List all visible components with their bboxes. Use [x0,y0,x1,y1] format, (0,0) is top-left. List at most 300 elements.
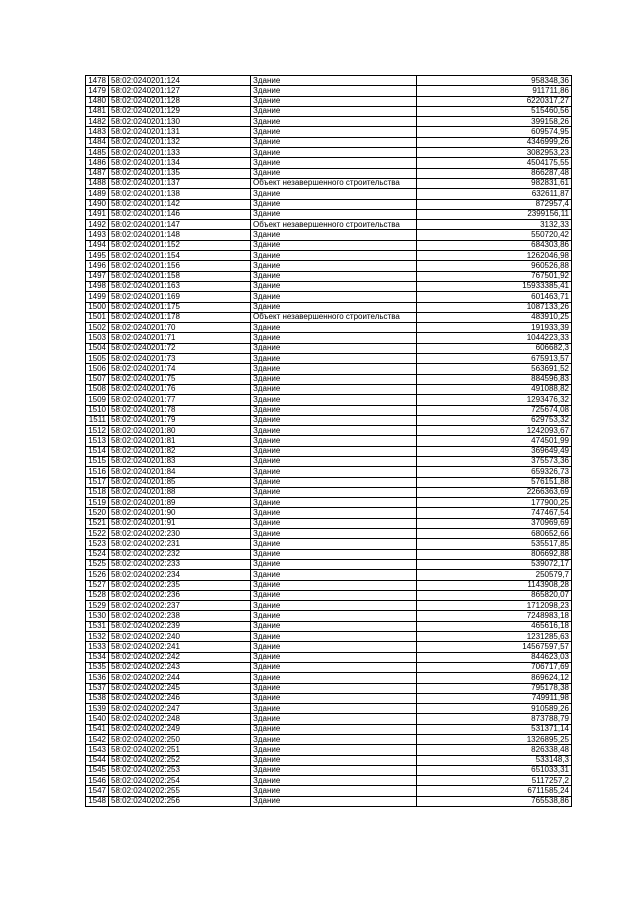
row-number-cell: 1486 [86,158,109,168]
object-type-cell: Здание [251,405,417,415]
table-row [86,199,572,209]
cadastral-value-cell: 399158,26 [417,117,572,127]
cadastral-value-cell: 4346999,26 [417,137,572,147]
cadastral-value-cell: 659326,73 [417,467,572,477]
row-number-cell: 1526 [86,570,109,580]
cadastral-number-cell: 58:02:0240201:132 [109,137,251,147]
table-row [86,621,572,631]
object-type-cell: Здание [251,374,417,384]
row-number-cell: 1494 [86,240,109,250]
cadastral-number-cell: 58:02:0240201:79 [109,415,251,425]
cadastral-value-cell: 369649,49 [417,446,572,456]
row-number-cell: 1479 [86,86,109,96]
row-number-cell: 1509 [86,395,109,405]
cadastral-value-cell: 465616,18 [417,621,572,631]
object-type-cell: Здание [251,724,417,734]
cadastral-value-cell: 606682,3 [417,343,572,353]
cadastral-number-cell: 58:02:0240201:178 [109,312,251,322]
cadastral-value-cell: 483910,25 [417,312,572,322]
cadastral-number-cell: 58:02:0240201:135 [109,168,251,178]
cadastral-value-cell: 1044223,33 [417,333,572,343]
row-number-cell: 1538 [86,693,109,703]
row-number-cell: 1537 [86,683,109,693]
object-type-cell: Здание [251,796,417,806]
table-row [86,632,572,642]
row-number-cell: 1543 [86,745,109,755]
table-row [86,415,572,425]
object-type-cell: Здание [251,436,417,446]
object-type-cell: Здание [251,477,417,487]
cadastral-value-table [85,75,572,807]
cadastral-number-cell: 58:02:0240202:243 [109,662,251,672]
table-row [86,96,572,106]
cadastral-number-cell: 58:02:0240201:89 [109,498,251,508]
object-type-cell: Здание [251,343,417,353]
row-number-cell: 1539 [86,704,109,714]
table-row [86,796,572,806]
table-row [86,487,572,497]
cadastral-number-cell: 58:02:0240201:156 [109,261,251,271]
row-number-cell: 1517 [86,477,109,487]
row-number-cell: 1519 [86,498,109,508]
cadastral-value-cell: 910589,26 [417,704,572,714]
cadastral-number-cell: 58:02:0240201:147 [109,220,251,230]
cadastral-value-cell: 535517,85 [417,539,572,549]
table-row [86,498,572,508]
cadastral-number-cell: 58:02:0240202:247 [109,704,251,714]
cadastral-number-cell: 58:02:0240201:154 [109,251,251,261]
row-number-cell: 1525 [86,559,109,569]
cadastral-number-cell: 58:02:0240202:244 [109,673,251,683]
cadastral-value-cell: 370969,69 [417,518,572,528]
table-row [86,477,572,487]
cadastral-number-cell: 58:02:0240201:131 [109,127,251,137]
object-type-cell: Здание [251,487,417,497]
table-row [86,456,572,466]
cadastral-number-cell: 58:02:0240202:252 [109,755,251,765]
table-row [86,240,572,250]
cadastral-value-cell: 884596,83 [417,374,572,384]
table-row [86,467,572,477]
cadastral-value-cell: 6711585,24 [417,786,572,796]
object-type-cell: Здание [251,395,417,405]
table-row [86,384,572,394]
table-row [86,745,572,755]
cadastral-number-cell: 58:02:0240201:88 [109,487,251,497]
cadastral-number-cell: 58:02:0240202:246 [109,693,251,703]
cadastral-number-cell: 58:02:0240202:251 [109,745,251,755]
cadastral-number-cell: 58:02:0240202:242 [109,652,251,662]
table-row [86,601,572,611]
cadastral-number-cell: 58:02:0240201:76 [109,384,251,394]
cadastral-value-cell: 2266363,69 [417,487,572,497]
object-type-cell: Здание [251,117,417,127]
table-row [86,137,572,147]
row-number-cell: 1511 [86,415,109,425]
cadastral-value-cell: 7248983,18 [417,611,572,621]
row-number-cell: 1502 [86,323,109,333]
cadastral-number-cell: 58:02:0240202:250 [109,735,251,745]
cadastral-number-cell: 58:02:0240202:238 [109,611,251,621]
cadastral-value-cell: 632611,87 [417,189,572,199]
cadastral-value-cell: 680652,66 [417,529,572,539]
object-type-cell: Здание [251,467,417,477]
table-row [86,662,572,672]
table-row [86,518,572,528]
cadastral-number-cell: 58:02:0240201:90 [109,508,251,518]
cadastral-value-cell: 531371,14 [417,724,572,734]
object-type-cell: Здание [251,508,417,518]
row-number-cell: 1514 [86,446,109,456]
table-row [86,673,572,683]
object-type-cell: Здание [251,549,417,559]
table-row [86,642,572,652]
table-row [86,735,572,745]
row-number-cell: 1507 [86,374,109,384]
row-number-cell: 1527 [86,580,109,590]
cadastral-number-cell: 58:02:0240201:83 [109,456,251,466]
cadastral-number-cell: 58:02:0240202:240 [109,632,251,642]
row-number-cell: 1541 [86,724,109,734]
cadastral-number-cell: 58:02:0240201:77 [109,395,251,405]
object-type-cell: Здание [251,189,417,199]
table-row [86,426,572,436]
cadastral-value-cell: 177900,25 [417,498,572,508]
table-row [86,776,572,786]
row-number-cell: 1504 [86,343,109,353]
cadastral-number-cell: 58:02:0240201:146 [109,209,251,219]
object-type-cell: Здание [251,570,417,580]
object-type-cell: Здание [251,611,417,621]
cadastral-value-cell: 515460,56 [417,106,572,116]
cadastral-number-cell: 58:02:0240201:142 [109,199,251,209]
table-row [86,281,572,291]
object-type-cell: Здание [251,127,417,137]
cadastral-number-cell: 58:02:0240201:81 [109,436,251,446]
object-type-cell: Здание [251,271,417,281]
table-row [86,343,572,353]
cadastral-value-cell: 844623,03 [417,652,572,662]
row-number-cell: 1523 [86,539,109,549]
cadastral-number-cell: 58:02:0240201:73 [109,354,251,364]
cadastral-number-cell: 58:02:0240202:256 [109,796,251,806]
cadastral-number-cell: 58:02:0240202:254 [109,776,251,786]
table-row [86,354,572,364]
row-number-cell: 1495 [86,251,109,261]
table-row [86,302,572,312]
object-type-cell: Здание [251,642,417,652]
cadastral-value-cell: 601463,71 [417,292,572,302]
table-row [86,755,572,765]
cadastral-value-cell: 651033,31 [417,765,572,775]
cadastral-number-cell: 58:02:0240202:248 [109,714,251,724]
cadastral-value-cell: 533148,3 [417,755,572,765]
row-number-cell: 1542 [86,735,109,745]
cadastral-number-cell: 58:02:0240201:130 [109,117,251,127]
cadastral-value-cell: 550720,42 [417,230,572,240]
row-number-cell: 1488 [86,178,109,188]
cadastral-number-cell: 58:02:0240201:128 [109,96,251,106]
table-row [86,395,572,405]
object-type-cell: Здание [251,292,417,302]
table-row [86,220,572,230]
cadastral-number-cell: 58:02:0240201:129 [109,106,251,116]
cadastral-number-cell: 58:02:0240201:72 [109,343,251,353]
cadastral-number-cell: 58:02:0240201:134 [109,158,251,168]
row-number-cell: 1532 [86,632,109,642]
object-type-cell: Здание [251,786,417,796]
object-type-cell: Здание [251,426,417,436]
cadastral-number-cell: 58:02:0240201:124 [109,76,251,86]
row-number-cell: 1510 [86,405,109,415]
object-type-cell: Здание [251,251,417,261]
object-type-cell: Здание [251,498,417,508]
table-row [86,508,572,518]
cadastral-number-cell: 58:02:0240202:234 [109,570,251,580]
cadastral-number-cell: 58:02:0240202:245 [109,683,251,693]
row-number-cell: 1524 [86,549,109,559]
cadastral-value-cell: 911711,86 [417,86,572,96]
cadastral-number-cell: 58:02:0240202:249 [109,724,251,734]
cadastral-number-cell: 58:02:0240201:71 [109,333,251,343]
cadastral-value-cell: 576151,88 [417,477,572,487]
table-row [86,251,572,261]
cadastral-value-cell: 873788,79 [417,714,572,724]
cadastral-number-cell: 58:02:0240201:91 [109,518,251,528]
object-type-cell: Здание [251,168,417,178]
object-type-cell: Здание [251,96,417,106]
table-row [86,683,572,693]
cadastral-number-cell: 58:02:0240202:235 [109,580,251,590]
object-type-cell: Здание [251,384,417,394]
row-number-cell: 1500 [86,302,109,312]
table-row [86,580,572,590]
cadastral-value-cell: 491088,82 [417,384,572,394]
table-row [86,158,572,168]
object-type-cell: Здание [251,446,417,456]
table-row [86,786,572,796]
cadastral-value-cell: 960526,88 [417,261,572,271]
cadastral-number-cell: 58:02:0240202:239 [109,621,251,631]
row-number-cell: 1535 [86,662,109,672]
cadastral-value-cell: 375573,36 [417,456,572,466]
table-row [86,436,572,446]
table-row [86,189,572,199]
row-number-cell: 1530 [86,611,109,621]
cadastral-value-cell: 958348,36 [417,76,572,86]
object-type-cell: Здание [251,106,417,116]
cadastral-number-cell: 58:02:0240202:241 [109,642,251,652]
cadastral-number-cell: 58:02:0240201:152 [109,240,251,250]
row-number-cell: 1536 [86,673,109,683]
cadastral-value-cell: 765538,86 [417,796,572,806]
cadastral-number-cell: 58:02:0240201:175 [109,302,251,312]
object-type-cell: Здание [251,302,417,312]
object-type-cell: Здание [251,158,417,168]
cadastral-value-cell: 725674,08 [417,405,572,415]
row-number-cell: 1506 [86,364,109,374]
cadastral-value-cell: 250579,7 [417,570,572,580]
object-type-cell: Объект незавершенного строительства [251,312,417,322]
cadastral-number-cell: 58:02:0240201:75 [109,374,251,384]
table-row [86,364,572,374]
cadastral-value-cell: 675913,57 [417,354,572,364]
table-row [86,209,572,219]
row-number-cell: 1529 [86,601,109,611]
cadastral-value-cell: 191933,39 [417,323,572,333]
cadastral-value-cell: 826338,48 [417,745,572,755]
row-number-cell: 1491 [86,209,109,219]
object-type-cell: Здание [251,559,417,569]
cadastral-value-cell: 806692,88 [417,549,572,559]
object-type-cell: Здание [251,199,417,209]
table-row [86,559,572,569]
table-row [86,148,572,158]
cadastral-value-cell: 747467,54 [417,508,572,518]
object-type-cell: Здание [251,601,417,611]
row-number-cell: 1516 [86,467,109,477]
cadastral-number-cell: 58:02:0240201:84 [109,467,251,477]
cadastral-number-cell: 58:02:0240201:82 [109,446,251,456]
row-number-cell: 1508 [86,384,109,394]
cadastral-value-cell: 865820,07 [417,590,572,600]
table-row [86,539,572,549]
object-type-cell: Здание [251,590,417,600]
cadastral-value-cell: 1231285,63 [417,632,572,642]
object-type-cell: Здание [251,621,417,631]
row-number-cell: 1498 [86,281,109,291]
cadastral-value-cell: 474501,99 [417,436,572,446]
object-type-cell: Здание [251,683,417,693]
object-type-cell: Здание [251,415,417,425]
row-number-cell: 1496 [86,261,109,271]
object-type-cell: Здание [251,765,417,775]
cadastral-number-cell: 58:02:0240201:169 [109,292,251,302]
row-number-cell: 1503 [86,333,109,343]
object-type-cell: Здание [251,652,417,662]
cadastral-number-cell: 58:02:0240201:137 [109,178,251,188]
object-type-cell: Здание [251,539,417,549]
cadastral-number-cell: 58:02:0240202:255 [109,786,251,796]
object-type-cell: Здание [251,456,417,466]
object-type-cell: Здание [251,518,417,528]
cadastral-value-cell: 629753,32 [417,415,572,425]
table-row [86,590,572,600]
table-row [86,168,572,178]
row-number-cell: 1492 [86,220,109,230]
row-number-cell: 1485 [86,148,109,158]
object-type-cell: Здание [251,704,417,714]
cadastral-value-cell: 767501,92 [417,271,572,281]
table-row [86,271,572,281]
table-row [86,714,572,724]
cadastral-value-cell: 539072,17 [417,559,572,569]
cadastral-value-cell: 15933385,41 [417,281,572,291]
table-row [86,127,572,137]
row-number-cell: 1505 [86,354,109,364]
cadastral-number-cell: 58:02:0240201:163 [109,281,251,291]
object-type-cell: Здание [251,281,417,291]
cadastral-number-cell: 58:02:0240202:237 [109,601,251,611]
cadastral-value-cell: 706717,69 [417,662,572,672]
cadastral-number-cell: 58:02:0240202:236 [109,590,251,600]
table-row [86,76,572,86]
row-number-cell: 1497 [86,271,109,281]
object-type-cell: Здание [251,148,417,158]
cadastral-value-cell: 866287,48 [417,168,572,178]
object-type-cell: Здание [251,333,417,343]
table-row [86,724,572,734]
cadastral-value-cell: 869624,12 [417,673,572,683]
object-type-cell: Объект незавершенного строительства [251,178,417,188]
cadastral-number-cell: 58:02:0240202:253 [109,765,251,775]
table-row [86,106,572,116]
cadastral-number-cell: 58:02:0240201:138 [109,189,251,199]
object-type-cell: Объект незавершенного строительства [251,220,417,230]
object-type-cell: Здание [251,662,417,672]
table-body [86,76,572,807]
cadastral-number-cell: 58:02:0240202:231 [109,539,251,549]
cadastral-value-cell: 1087133,26 [417,302,572,312]
object-type-cell: Здание [251,86,417,96]
row-number-cell: 1533 [86,642,109,652]
table-row [86,374,572,384]
cadastral-value-cell: 2399156,11 [417,209,572,219]
row-number-cell: 1483 [86,127,109,137]
cadastral-value-cell: 3082953,23 [417,148,572,158]
table-row [86,178,572,188]
row-number-cell: 1548 [86,796,109,806]
table-row [86,693,572,703]
row-number-cell: 1481 [86,106,109,116]
cadastral-value-cell: 1143908,28 [417,580,572,590]
cadastral-value-cell: 1326895,25 [417,735,572,745]
object-type-cell: Здание [251,323,417,333]
cadastral-value-cell: 982831,61 [417,178,572,188]
cadastral-number-cell: 58:02:0240202:233 [109,559,251,569]
cadastral-number-cell: 58:02:0240201:133 [109,148,251,158]
cadastral-value-cell: 684303,86 [417,240,572,250]
object-type-cell: Здание [251,745,417,755]
row-number-cell: 1501 [86,312,109,322]
row-number-cell: 1534 [86,652,109,662]
table-row [86,117,572,127]
table-row [86,292,572,302]
cadastral-number-cell: 58:02:0240201:74 [109,364,251,374]
object-type-cell: Здание [251,776,417,786]
row-number-cell: 1545 [86,765,109,775]
table-row [86,230,572,240]
row-number-cell: 1522 [86,529,109,539]
table-row [86,405,572,415]
row-number-cell: 1531 [86,621,109,631]
object-type-cell: Здание [251,714,417,724]
row-number-cell: 1499 [86,292,109,302]
row-number-cell: 1544 [86,755,109,765]
cadastral-value-cell: 3132,33 [417,220,572,230]
table-row [86,765,572,775]
row-number-cell: 1540 [86,714,109,724]
row-number-cell: 1490 [86,199,109,209]
table-row [86,549,572,559]
row-number-cell: 1518 [86,487,109,497]
row-number-cell: 1478 [86,76,109,86]
cadastral-number-cell: 58:02:0240202:232 [109,549,251,559]
cadastral-number-cell: 58:02:0240201:127 [109,86,251,96]
cadastral-number-cell: 58:02:0240202:230 [109,529,251,539]
object-type-cell: Здание [251,209,417,219]
cadastral-value-cell: 1712098,23 [417,601,572,611]
